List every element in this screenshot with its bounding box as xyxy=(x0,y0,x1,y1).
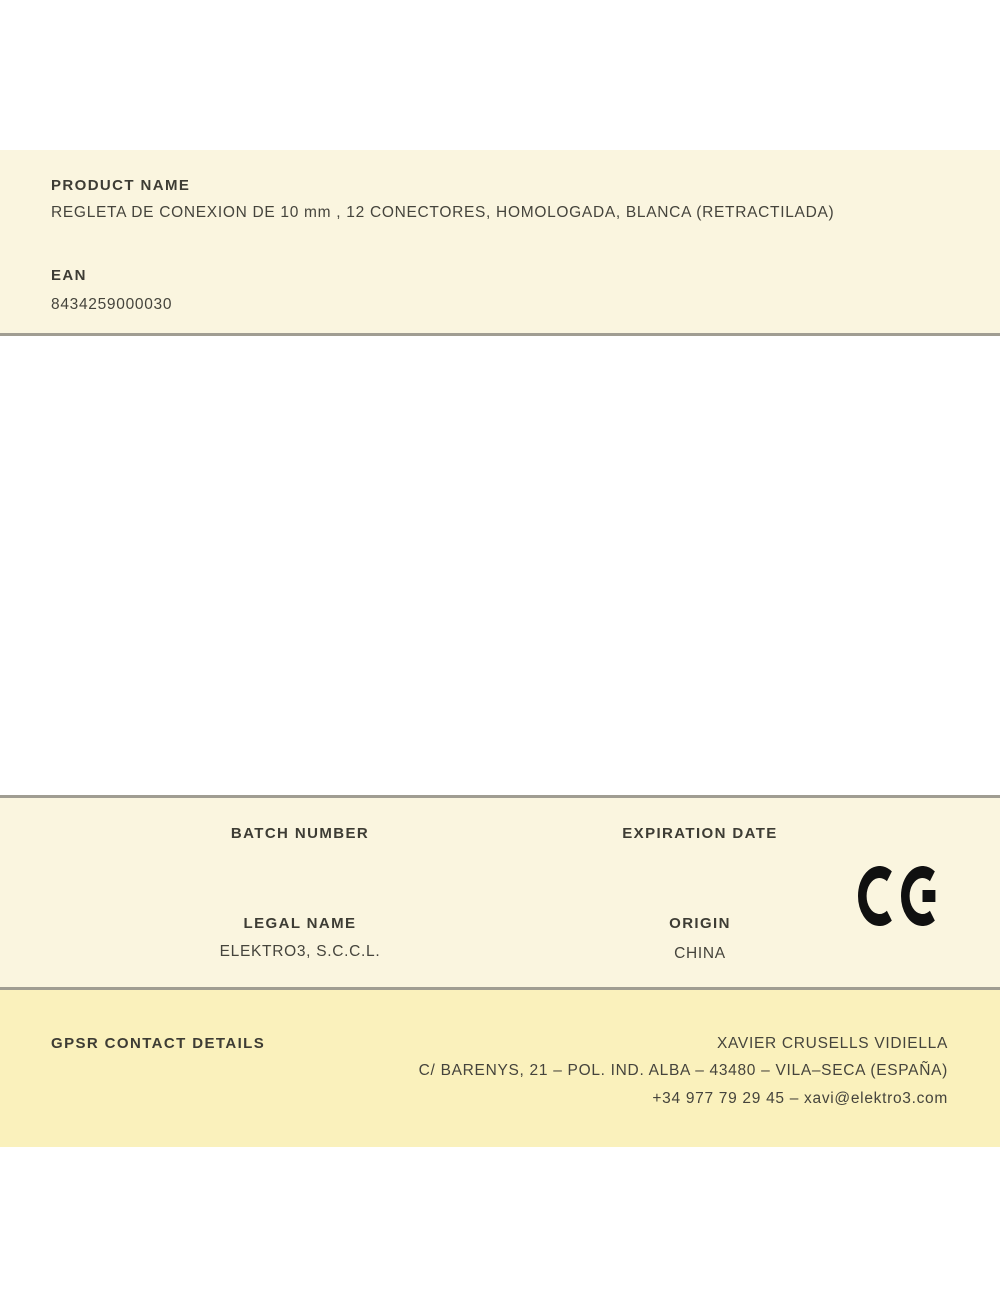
expiration-date-label: EXPIRATION DATE xyxy=(622,825,778,842)
ean-value: 8434259000030 xyxy=(51,296,173,313)
gpsr-contact-phone-email: +34 977 79 29 45 – xavi@elektro3.com xyxy=(652,1090,948,1107)
gpsr-contact-details-label: GPSR CONTACT DETAILS xyxy=(51,1035,266,1052)
gpsr-contact-address: C/ BARENYS, 21 – POL. IND. ALBA – 43480 – VILA–SECA (ESPAÑA) xyxy=(418,1062,948,1079)
legal-name-label: LEGAL NAME xyxy=(243,915,357,932)
batch-number-label: BATCH NUMBER xyxy=(230,825,370,842)
ce-mark-icon xyxy=(858,866,944,926)
product-name-value: REGLETA DE CONEXION DE 10 mm , 12 CONECTORES, HOMOLOGADA, BLANCA (RETRACTILADA) xyxy=(51,204,835,221)
product-name-label: PRODUCT NAME xyxy=(51,177,191,194)
gpsr-contact-name: XAVIER CRUSELLS VIDIELLA xyxy=(716,1035,948,1052)
legal-name-value: ELEKTRO3, S.C.C.L. xyxy=(219,943,381,960)
origin-value: CHINA xyxy=(674,945,726,962)
ean-label: EAN xyxy=(51,267,87,284)
origin-label: ORIGIN xyxy=(669,915,731,932)
